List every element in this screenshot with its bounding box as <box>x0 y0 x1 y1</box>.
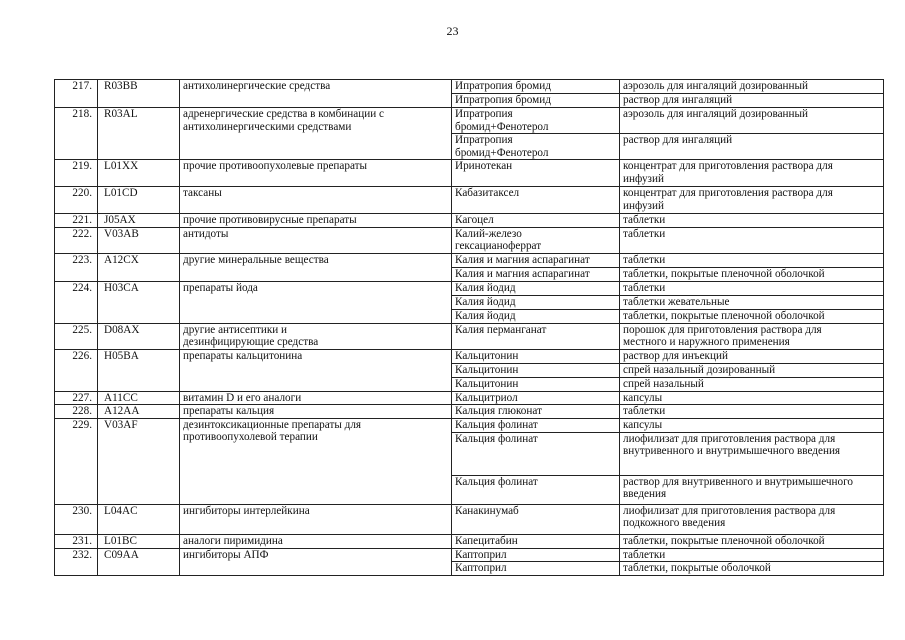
atc-code: L01BC <box>98 534 180 548</box>
dosage-form <box>620 504 884 534</box>
dosage-form-text: таблетки, покрытые пленочной оболочкой <box>623 309 825 322</box>
dosage-form <box>620 94 884 108</box>
dosage-form-text: аэрозоль для ингаляций дозированный <box>623 80 809 92</box>
dosage-form-text: таблетки, покрытые пленочной оболочкой <box>623 267 825 280</box>
dosage-form <box>620 548 884 562</box>
row-number: 224. <box>55 281 98 323</box>
drug-name-text: Кабазитаксел <box>455 187 520 199</box>
dosage-form-text: таблетки <box>623 548 666 561</box>
dosage-form-text: раствор для инъекций <box>623 349 728 362</box>
table-row <box>55 548 884 562</box>
drug-name <box>452 504 620 534</box>
drug-name-text: Кагоцел <box>455 214 494 226</box>
drug-name-text: Кальцитонин <box>455 377 519 390</box>
table-row <box>55 418 884 432</box>
row-number: 222. <box>55 227 98 253</box>
row-number: 232. <box>55 548 98 576</box>
dosage-form <box>620 160 884 187</box>
pharmacological-group <box>180 323 452 349</box>
group-text: другие антисептики и дезинфицирующие средства <box>183 323 319 348</box>
atc-code: C09AA <box>98 548 180 576</box>
row-number: 218. <box>55 108 98 160</box>
group-text: витамин D и его аналоги <box>183 391 302 404</box>
drug-name-text: Иринотекан <box>455 160 513 172</box>
drug-name <box>452 108 620 134</box>
atc-code: D08AX <box>98 323 180 349</box>
pharmacological-group <box>180 227 452 253</box>
pharmacological-group <box>180 108 452 160</box>
atc-code: H05BA <box>98 349 180 391</box>
atc-code: H03CA <box>98 281 180 323</box>
dosage-form <box>620 295 884 309</box>
dosage-form-text: таблетки <box>623 405 666 417</box>
atc-code: A12AA <box>98 405 180 419</box>
row-number: 219. <box>55 160 98 187</box>
drug-name-text: Кальция фолинат <box>455 432 538 445</box>
dosage-form <box>620 80 884 94</box>
drug-name <box>452 323 620 349</box>
drug-name <box>452 134 620 160</box>
pharmacological-group <box>180 548 452 576</box>
group-text: другие минеральные вещества <box>183 253 329 266</box>
dosage-form-text: раствор для внутривенного и внутримышечного введения <box>623 475 854 500</box>
table-row <box>55 391 884 405</box>
drug-name-text: Каптоприл <box>455 562 507 574</box>
atc-code: A11CC <box>98 391 180 405</box>
drug-name-text: Кальция фолинат <box>455 418 538 431</box>
dosage-form <box>620 377 884 391</box>
row-number: 220. <box>55 187 98 214</box>
dosage-form-text: раствор для ингаляций <box>623 94 733 106</box>
drug-list-table <box>54 79 884 576</box>
drug-name <box>452 475 620 504</box>
drug-name-text: Калия перманганат <box>455 323 547 336</box>
drug-name <box>452 227 620 253</box>
dosage-form-text: аэрозоль для ингаляций дозированный <box>623 108 809 120</box>
page-number: 23 <box>446 24 459 38</box>
atc-code: J05AX <box>98 214 180 228</box>
dosage-form-text: спрей назальный дозированный <box>623 363 776 376</box>
drug-name-text: Калия йодид <box>455 309 516 322</box>
table-row <box>55 160 884 187</box>
table-row <box>55 281 884 295</box>
atc-code: V03AB <box>98 227 180 253</box>
drug-name-text: Кальцитриол <box>455 391 518 404</box>
pharmacological-group <box>180 405 452 419</box>
dosage-form-text: капсулы <box>623 418 663 431</box>
pharmacological-group <box>180 418 452 504</box>
dosage-form-text: таблетки <box>623 214 666 226</box>
table-row <box>55 80 884 94</box>
pharmacological-group <box>180 391 452 405</box>
pharmacological-group <box>180 187 452 214</box>
dosage-form-text: таблетки, покрытые оболочкой <box>623 562 771 574</box>
row-number: 227. <box>55 391 98 405</box>
drug-name-text: Ипратропия бромид <box>455 80 551 92</box>
dosage-form <box>620 281 884 295</box>
dosage-form-text: таблетки <box>623 253 666 266</box>
dosage-form <box>620 391 884 405</box>
drug-name <box>452 349 620 363</box>
drug-name-text: Калий-железо гексацианоферрат <box>455 227 542 252</box>
group-text: адренергические средства в комбинации с антихолинергическими средствами <box>183 108 384 133</box>
drug-name <box>452 160 620 187</box>
drug-name <box>452 391 620 405</box>
dosage-form <box>620 108 884 134</box>
dosage-form-text: лиофилизат для приготовления раствора для подкожного введения <box>623 504 836 529</box>
pharmacological-group <box>180 214 452 228</box>
dosage-form <box>620 363 884 377</box>
drug-name <box>452 253 620 267</box>
dosage-form-text: таблетки <box>623 281 666 294</box>
row-number: 231. <box>55 534 98 548</box>
pharmacological-group <box>180 80 452 108</box>
dosage-form-text: концентрат для приготовления раствора для инфузий <box>623 187 833 212</box>
drug-name <box>452 281 620 295</box>
atc-code: R03AL <box>98 108 180 160</box>
dosage-form <box>620 562 884 576</box>
pharmacological-group <box>180 281 452 323</box>
table-row <box>55 108 884 134</box>
atc-code: L01XX <box>98 160 180 187</box>
dosage-form <box>620 475 884 504</box>
pharmacological-group <box>180 504 452 534</box>
drug-name-text: Ипратропия бромид <box>455 94 551 106</box>
drug-name-text: Кальция глюконат <box>455 405 542 417</box>
drug-name-text: Ипратропия бромид+Фенотерол <box>455 108 549 133</box>
drug-name <box>452 295 620 309</box>
row-number: 229. <box>55 418 98 504</box>
row-number: 228. <box>55 405 98 419</box>
group-text: препараты кальцитонина <box>183 349 303 362</box>
pharmacological-group <box>180 160 452 187</box>
dosage-form <box>620 534 884 548</box>
dosage-form <box>620 187 884 214</box>
table-row <box>55 253 884 267</box>
dosage-form-text: капсулы <box>623 391 663 404</box>
dosage-form <box>620 134 884 160</box>
table-row <box>55 349 884 363</box>
pharmacological-group <box>180 253 452 281</box>
table-row <box>55 323 884 349</box>
dosage-form-text: раствор для ингаляций <box>623 134 733 146</box>
pharmacological-group <box>180 534 452 548</box>
row-number: 217. <box>55 80 98 108</box>
dosage-form <box>620 432 884 475</box>
drug-name <box>452 534 620 548</box>
group-text: препараты кальция <box>183 405 275 417</box>
drug-name <box>452 94 620 108</box>
drug-name-text: Кальция фолинат <box>455 475 538 488</box>
group-text: таксаны <box>183 187 222 199</box>
dosage-form <box>620 214 884 228</box>
table-row <box>55 504 884 534</box>
table-row <box>55 214 884 228</box>
dosage-form <box>620 405 884 419</box>
dosage-form-text: таблетки <box>623 227 666 240</box>
drug-name <box>452 267 620 281</box>
row-number: 221. <box>55 214 98 228</box>
row-number: 230. <box>55 504 98 534</box>
dosage-form <box>620 267 884 281</box>
drug-name-text: Кальцитонин <box>455 363 519 376</box>
table-row <box>55 534 884 548</box>
drug-name <box>452 548 620 562</box>
drug-name <box>452 418 620 432</box>
drug-name <box>452 363 620 377</box>
pharmacological-group <box>180 349 452 391</box>
drug-name <box>452 187 620 214</box>
group-text: антихолинергические средства <box>183 80 331 92</box>
drug-name-text: Каптоприл <box>455 548 507 561</box>
dosage-form-text: таблетки жевательные <box>623 295 730 308</box>
table-row <box>55 187 884 214</box>
dosage-form <box>620 309 884 323</box>
drug-name-text: Калия йодид <box>455 295 516 308</box>
dosage-form <box>620 323 884 349</box>
group-text: антидоты <box>183 227 229 240</box>
dosage-form-text: порошок для приготовления раствора для местного и наружного применения <box>623 323 822 348</box>
drug-name-text: Калия йодид <box>455 281 516 294</box>
dosage-form-text: спрей назальный <box>623 377 704 390</box>
drug-name <box>452 309 620 323</box>
dosage-form <box>620 227 884 253</box>
row-number: 225. <box>55 323 98 349</box>
drug-name-text: Капецитабин <box>455 534 518 547</box>
row-number: 223. <box>55 253 98 281</box>
drug-name <box>452 405 620 419</box>
group-text: прочие противовирусные препараты <box>183 214 357 226</box>
dosage-form-text: таблетки, покрытые пленочной оболочкой <box>623 534 825 547</box>
group-text: дезинтоксикационные препараты для противоопухолевой терапии <box>183 418 362 443</box>
dosage-form-text: лиофилизат для приготовления раствора для внутривенного и внутримышечного введения <box>623 432 841 457</box>
atc-code: R03BB <box>98 80 180 108</box>
group-text: прочие противоопухолевые препараты <box>183 160 368 172</box>
dosage-form <box>620 349 884 363</box>
group-text: препараты йода <box>183 281 258 294</box>
drug-name <box>452 562 620 576</box>
dosage-form <box>620 418 884 432</box>
drug-name <box>452 377 620 391</box>
group-text: ингибиторы АПФ <box>183 548 269 561</box>
drug-name-text: Калия и магния аспарагинат <box>455 253 590 266</box>
group-text: аналоги пиримидина <box>183 534 283 547</box>
dosage-form <box>620 253 884 267</box>
drug-name-text: Ипратропия бромид+Фенотерол <box>455 134 549 159</box>
drug-name-text: Канакинумаб <box>455 504 519 517</box>
atc-code: V03AF <box>98 418 180 504</box>
atc-code: A12CX <box>98 253 180 281</box>
atc-code: L04AC <box>98 504 180 534</box>
table-row <box>55 227 884 253</box>
drug-name <box>452 80 620 94</box>
drug-name-text: Калия и магния аспарагинат <box>455 267 590 280</box>
atc-code: L01CD <box>98 187 180 214</box>
group-text: ингибиторы интерлейкина <box>183 504 310 517</box>
dosage-form-text: концентрат для приготовления раствора для инфузий <box>623 160 833 185</box>
drug-name <box>452 214 620 228</box>
drug-name-text: Кальцитонин <box>455 349 519 362</box>
drug-name <box>452 432 620 475</box>
table-row <box>55 405 884 419</box>
row-number: 226. <box>55 349 98 391</box>
